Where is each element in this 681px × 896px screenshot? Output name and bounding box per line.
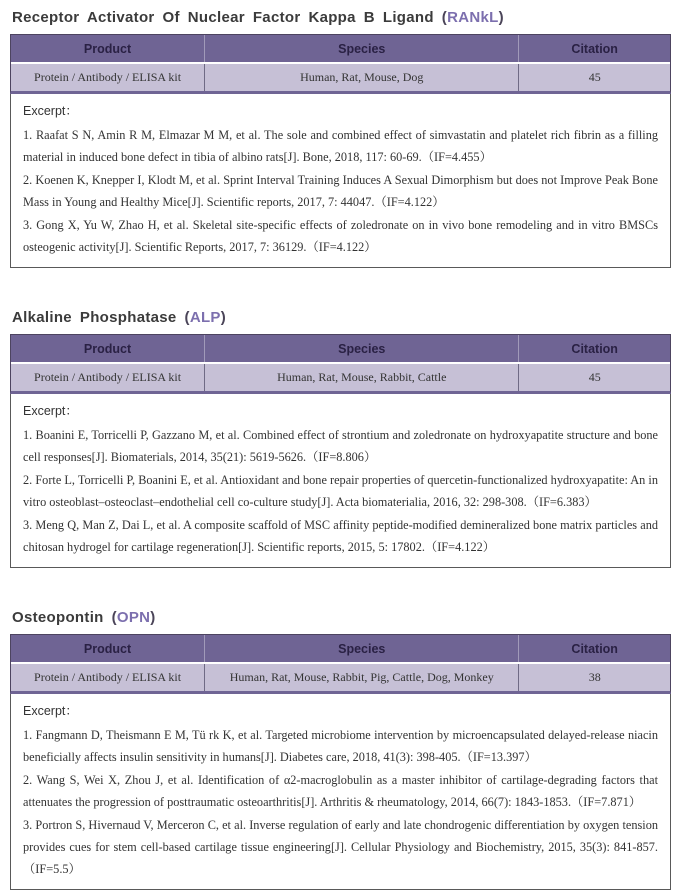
- cell-species: Human, Rat, Mouse, Rabbit, Pig, Cattle, Dog, Monkey: [204, 664, 518, 691]
- section-title-text: Osteopontin: [12, 609, 104, 626]
- paren-open: (: [184, 309, 190, 326]
- section-title-alp: [12, 309, 671, 326]
- reference-item: 1. Raafat S N, Amin R M, Elmazar M M, et al. The sole and combined effect of simvastatin and platelet rich fibrin as a filling material in induced bone defect in tibia of albino rats[J]. Bone, 2018, 117: 60-69.（IF=4.455）: [23, 128, 658, 164]
- section-title-opn: [12, 609, 671, 626]
- reference-item: 2. Forte L, Torricelli P, Boanini E, et al. Antioxidant and bone repair properties of quercetin-functionalized hydroxyapatite: An in vitro osteoblast–osteoclast–endothelial cell co-culture study[J]. Acta biomaterialia, 2016, 32: 298-308.（IF=6.383）: [23, 473, 658, 509]
- excerpt-box: [10, 694, 671, 890]
- column-header-product: Product: [83, 641, 132, 656]
- cell-product: Protein / Antibody / ELISA kit: [34, 370, 182, 384]
- cell-product: Protein / Antibody / ELISA kit: [34, 670, 182, 684]
- table-header-row: [11, 635, 670, 664]
- table-header-row: [11, 335, 670, 364]
- column-header-species: Species: [204, 35, 518, 62]
- table-row: [11, 64, 670, 91]
- column-header-species: Species: [204, 635, 518, 662]
- paren-open: (: [441, 9, 448, 26]
- cell-species: Human, Rat, Mouse, Rabbit, Cattle: [204, 364, 518, 391]
- paren-close: ): [150, 609, 156, 626]
- product-table: [10, 634, 671, 694]
- section-alp: [10, 309, 671, 568]
- cell-species: Human, Rat, Mouse, Dog: [204, 64, 518, 91]
- table-row: [11, 364, 670, 391]
- section-opn: [10, 609, 671, 890]
- section-rankl: [10, 9, 671, 268]
- cell-citation: 45: [518, 64, 670, 91]
- excerpt-label: Excerpt：: [23, 404, 78, 418]
- cell-citation: 45: [518, 364, 670, 391]
- column-header-species: Species: [204, 335, 518, 362]
- cell-citation: 38: [518, 664, 670, 691]
- section-abbr: ALP: [189, 309, 221, 326]
- table-header-row: [11, 35, 670, 64]
- column-header-product: Product: [83, 41, 132, 56]
- reference-item: 2. Koenen K, Knepper I, Klodt M, et al. Sprint Interval Training Induces A Sexual Dimorphism but does not Improve Peak Bone Mass in Young and Healthy Mice[J]. Scientific reports, 2017, 7: 44047.（IF=4.122）: [23, 173, 658, 209]
- reference-item: 3. Meng Q, Man Z, Dai L, et al. A composite scaffold of MSC affinity peptide-modified demineralized bone matrix particles and chitosan hydrogel for cartilage regeneration[J]. Scientific reports, 2015, 5: 17802.（IF=4.122）: [23, 518, 658, 554]
- cell-product: Protein / Antibody / ELISA kit: [34, 70, 182, 84]
- reference-item: 1. Fangmann D, Theismann E M, Tü rk K, et al. Targeted microbiome intervention by microencapsulated delayed-release niacin beneficially affects insulin sensitivity in humans[J]. Diabetes care, 2018, 41(3): 398-405.（IF=13.397）: [23, 728, 658, 764]
- column-header-citation: Citation: [518, 335, 670, 362]
- product-table: [10, 34, 671, 94]
- reference-item: 1. Boanini E, Torricelli P, Gazzano M, et al. Combined effect of strontium and zoledronate on hydroxyapatite structure and bone cell responses[J]. Biomaterials, 2014, 35(21): 5619-5626.（IF=8.806）: [23, 428, 658, 464]
- excerpt-label: Excerpt：: [23, 104, 78, 118]
- excerpt-box: [10, 394, 671, 568]
- reference-item: 2. Wang S, Wei X, Zhou J, et al. Identification of α2-macroglobulin as a master inhibitor of cartilage-degrading factors that attenuates the progression of posttraumatic osteoarthritis[J]. Arthritis & rheumatology, 2014, 66(7): 1843-1853.（IF=7.871）: [23, 773, 658, 809]
- excerpt-label: Excerpt：: [23, 704, 78, 718]
- paren-close: ): [220, 309, 227, 326]
- table-row: [11, 664, 670, 691]
- paren-open: (: [111, 609, 117, 626]
- section-abbr: OPN: [116, 609, 151, 626]
- section-title-text: Alkaline Phosphatase: [12, 309, 177, 326]
- column-header-product: Product: [83, 341, 132, 356]
- section-abbr: RANkL: [447, 9, 499, 26]
- reference-item: 3. Portron S, Hivernaud V, Merceron C, et al. Inverse regulation of early and late chondrogenic differentiation by oxygen tension provides cues for stem cell-based cartilage tissue engineering[J]. Cellular Physiology and Biochemistry, 2015, 35(3): 841-857.（IF=5.5）: [23, 818, 658, 876]
- paren-close: ): [498, 9, 504, 26]
- reference-item: 3. Gong X, Yu W, Zhao H, et al. Skeletal site-specific effects of zoledronate on in vivo bone remodeling and in vitro BMSCs osteogenic activity[J]. Scientific Reports, 2017, 7: 36129.（IF=4.122）: [23, 218, 658, 254]
- product-table: [10, 334, 671, 394]
- excerpt-box: [10, 94, 671, 268]
- column-header-citation: Citation: [518, 635, 670, 662]
- section-title-rankl: [12, 9, 671, 26]
- section-title-text: Receptor Activator Of Nuclear Factor Kappa B Ligand: [12, 9, 434, 26]
- column-header-citation: Citation: [518, 35, 670, 62]
